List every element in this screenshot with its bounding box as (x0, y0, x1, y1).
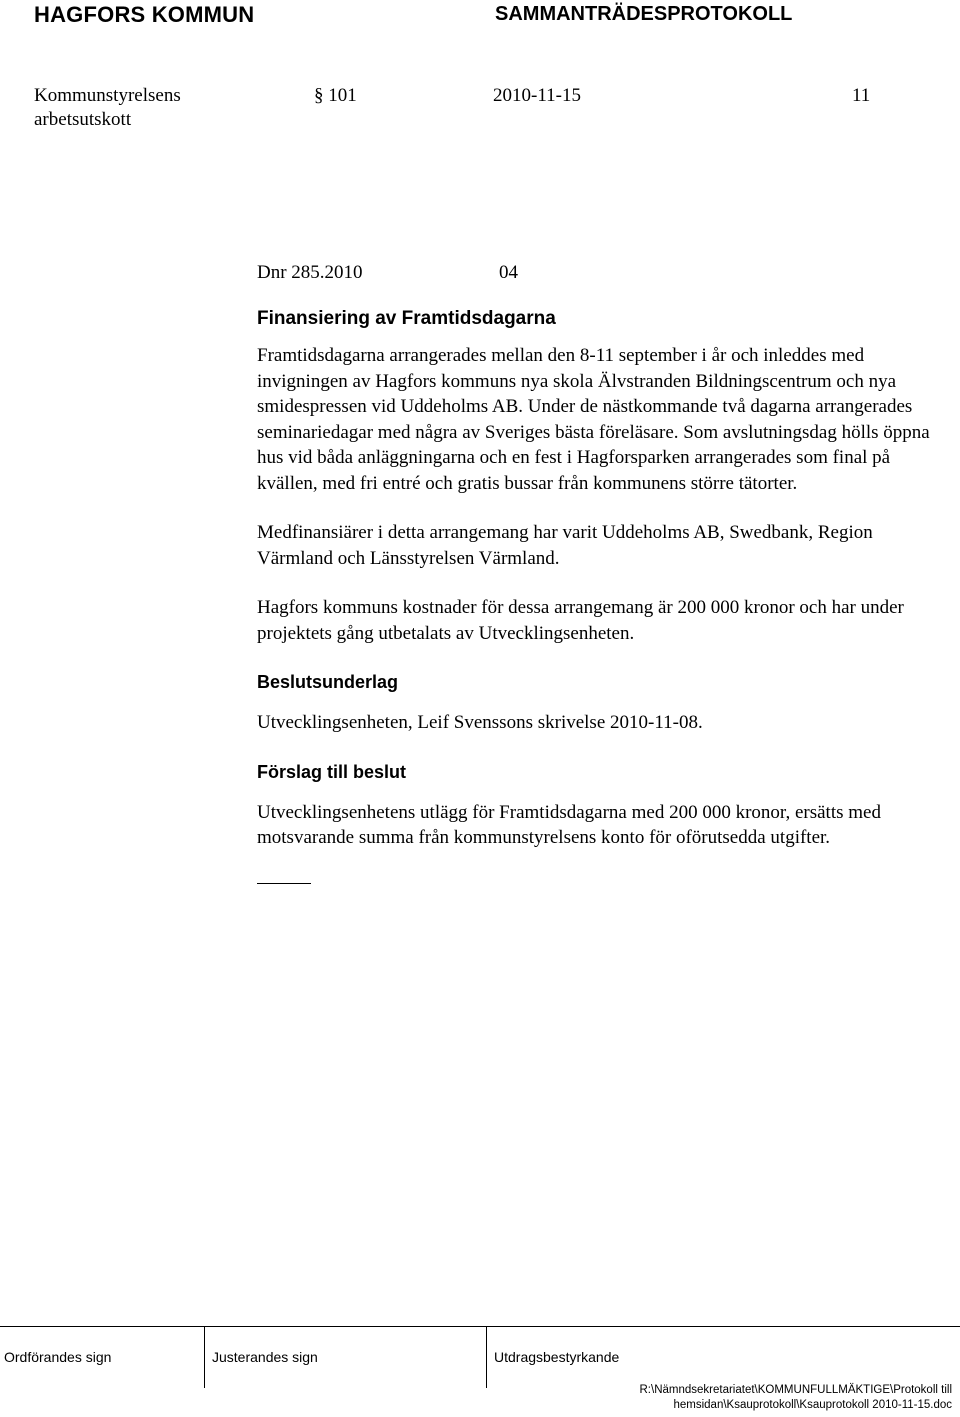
dnr-code: 04 (499, 262, 518, 283)
adjuster-sign-label: Justerandes sign (212, 1349, 318, 1365)
meeting-body-line2: arbetsutskott (34, 109, 132, 130)
page-number: 11 (852, 85, 871, 106)
dnr-row (257, 262, 937, 288)
document-type: SAMMANTRÄDESPROTOKOLL (495, 3, 793, 25)
extract-verify-label: Utdragsbestyrkande (494, 1349, 620, 1365)
footer-rule (0, 1326, 960, 1327)
meeting-body (34, 84, 181, 132)
basis-text: Utvecklingsenheten, Leif Svenssons skrivelse 2010-11-08. (257, 712, 703, 733)
file-path (640, 1383, 953, 1413)
meeting-body-line1: Kommunstyrelsens (34, 85, 181, 106)
paragraph-2: Medfinansiärer i detta arrangemang har varit Uddeholms AB, Swedbank, Region Värmland och Länsstyrelsen Värmland. (257, 522, 873, 569)
footer-divider-2 (486, 1326, 487, 1388)
chair-sign-label: Ordförandes sign (4, 1349, 112, 1365)
basis-heading: Beslutsunderlag (257, 672, 399, 692)
paragraph-3: Hagfors kommuns kostnader för dessa arrangemang är 200 000 kronor och har under projektets gång utbetalats av Utvecklingsenheten. (257, 597, 904, 644)
paragraph-1: Framtidsdagarna arrangerades mellan den 8-11 september i år och inleddes med invigningen av Hagfors kommuns nya skola Älvstranden Bildningscentrum och nya smidespressen vid Uddeholms AB. Under de nästkommande två dagarna arrangerades seminariedagar med några av Sveriges bästa föreläsare. Som avslutningsdag hölls öppna hus vid båda anläggningarna och en fest i Hagforsparken arrangerades som final på kvällen, med fri entré och gratis bussar från kommunens större tätorter. (257, 345, 930, 494)
proposal-text: Utvecklingsenhetens utlägg för Framtidsdagarna med 200 000 kronor, ersätts med motsvarande summa från kommunstyrelsens konto för oförutsedda utgifter. (257, 801, 881, 848)
proposal-heading: Förslag till beslut (257, 761, 407, 782)
meeting-date: 2010-11-15 (493, 85, 581, 106)
item-title: Finansiering av Framtidsdagarna (257, 308, 556, 329)
file-path-line1: R:\Nämndsekretariatet\KOMMUNFULLMÄKTIGE\Protokoll till (639, 1384, 952, 1396)
file-path-line2: hemsidan\Ksauprotokoll\Ksauprotokoll 2010-11-15.doc (673, 1399, 952, 1411)
organization-name: HAGFORS KOMMUN (34, 2, 255, 27)
footer-divider-1 (204, 1326, 205, 1388)
end-line (257, 883, 311, 884)
item-content (257, 262, 937, 884)
dnr-number: Dnr 285.2010 (257, 262, 363, 283)
section-number: § 101 (314, 85, 357, 106)
